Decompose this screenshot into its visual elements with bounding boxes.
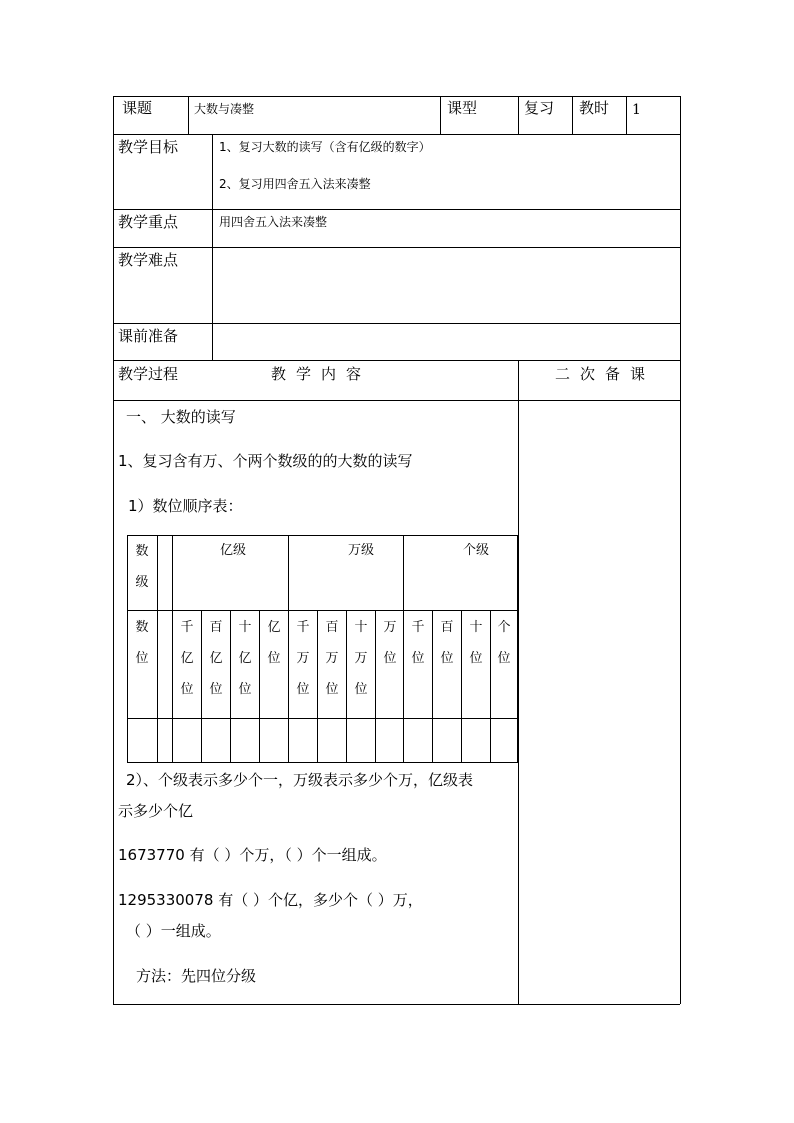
place-cell: 千 亿 位 bbox=[180, 620, 194, 697]
place-cell: 亿 位 bbox=[267, 620, 281, 666]
place-cell: 十 位 bbox=[469, 620, 483, 666]
level-row-label: 数 级 bbox=[135, 544, 149, 590]
objective-item: 2、复习用四舍五入法来凑整 bbox=[219, 177, 371, 191]
table-rule bbox=[188, 96, 189, 134]
preparation-label: 课前准备 bbox=[118, 327, 179, 345]
grid-rule bbox=[127, 610, 518, 611]
grid-rule bbox=[288, 535, 289, 762]
place-cell: 百 亿 位 bbox=[209, 620, 223, 697]
content-subitem: 1）数位顺序表： bbox=[128, 497, 243, 515]
topic-value: 大数与凑整 bbox=[194, 102, 255, 116]
objective-item: 1、复习大数的读写（含有亿级的数字） bbox=[219, 140, 431, 154]
table-rule bbox=[113, 209, 680, 210]
type-value: 复习 bbox=[524, 99, 555, 117]
key-points-value: 用四舍五入法来凑整 bbox=[219, 215, 328, 229]
level-header: 亿级 bbox=[220, 543, 247, 558]
grid-rule bbox=[127, 718, 518, 719]
grid-rule bbox=[201, 610, 202, 762]
method-note: 方法：先四位分级 bbox=[136, 967, 257, 985]
key-points-label: 教学重点 bbox=[118, 213, 179, 231]
content-subitem-cont: 示多少个亿 bbox=[118, 802, 194, 820]
grid-rule bbox=[230, 610, 231, 762]
place-cell: 千 万 位 bbox=[296, 620, 310, 697]
grid-rule bbox=[403, 535, 404, 762]
level-header: 万级 bbox=[348, 543, 375, 558]
table-rule bbox=[572, 96, 573, 134]
place-cell: 十 万 位 bbox=[354, 620, 368, 697]
grid-rule bbox=[127, 535, 518, 536]
table-rule bbox=[113, 400, 680, 401]
secondary-prep-header: 二次备课 bbox=[555, 365, 656, 383]
table-rule bbox=[113, 96, 114, 1004]
grid-rule bbox=[346, 610, 347, 762]
table-rule bbox=[440, 96, 441, 134]
periods-value: 1 bbox=[632, 102, 641, 118]
table-rule bbox=[113, 323, 680, 324]
table-rule bbox=[518, 96, 519, 134]
place-cell: 个 位 bbox=[497, 620, 511, 666]
grid-rule bbox=[375, 610, 376, 762]
table-rule bbox=[113, 1004, 680, 1005]
grid-rule bbox=[259, 610, 260, 762]
content-subitem: 2）、个级表示多少个一，万级表示多少个万，亿级表 bbox=[126, 771, 474, 789]
grid-rule bbox=[432, 610, 433, 762]
table-rule bbox=[680, 96, 681, 1004]
topic-label: 课题 bbox=[122, 99, 153, 117]
grid-rule bbox=[461, 610, 462, 762]
level-header: 个级 bbox=[463, 543, 490, 558]
grid-rule bbox=[127, 535, 128, 762]
table-rule bbox=[626, 96, 627, 134]
place-cell: 十 亿 位 bbox=[238, 620, 252, 697]
place-cell: 百 万 位 bbox=[325, 620, 339, 697]
grid-rule bbox=[317, 610, 318, 762]
grid-rule bbox=[490, 610, 491, 762]
section-title: 一、 大数的读写 bbox=[126, 408, 236, 426]
content-item: 1、复习含有万、个两个数级的的大数的读写 bbox=[118, 452, 413, 470]
place-cell: 千 位 bbox=[411, 620, 425, 666]
example-line: 1673770 有（ ）个万，（ ）个一组成。 bbox=[118, 846, 387, 864]
periods-label: 教时 bbox=[579, 99, 610, 117]
grid-rule bbox=[517, 535, 518, 762]
difficulties-label: 教学难点 bbox=[118, 251, 179, 269]
table-rule bbox=[113, 247, 680, 248]
table-rule bbox=[113, 360, 680, 361]
place-cell: 万 位 bbox=[383, 620, 397, 666]
table-rule bbox=[212, 134, 213, 360]
place-row-label: 数 位 bbox=[135, 620, 149, 666]
table-rule bbox=[113, 96, 680, 97]
grid-rule bbox=[157, 535, 158, 762]
process-label: 教学过程 bbox=[118, 365, 179, 383]
place-cell: 百 位 bbox=[440, 620, 454, 666]
type-label: 课型 bbox=[447, 99, 478, 117]
table-rule bbox=[518, 360, 519, 1004]
grid-rule bbox=[172, 535, 173, 762]
example-line: 1295330078 有（ ）个亿，多少个（ ）万， bbox=[118, 891, 423, 909]
content-header: 教学内容 bbox=[271, 365, 372, 383]
example-line-cont: （ ）一组成。 bbox=[126, 922, 221, 940]
table-rule bbox=[113, 134, 680, 135]
objectives-label: 教学目标 bbox=[118, 138, 179, 156]
grid-rule bbox=[127, 762, 518, 763]
